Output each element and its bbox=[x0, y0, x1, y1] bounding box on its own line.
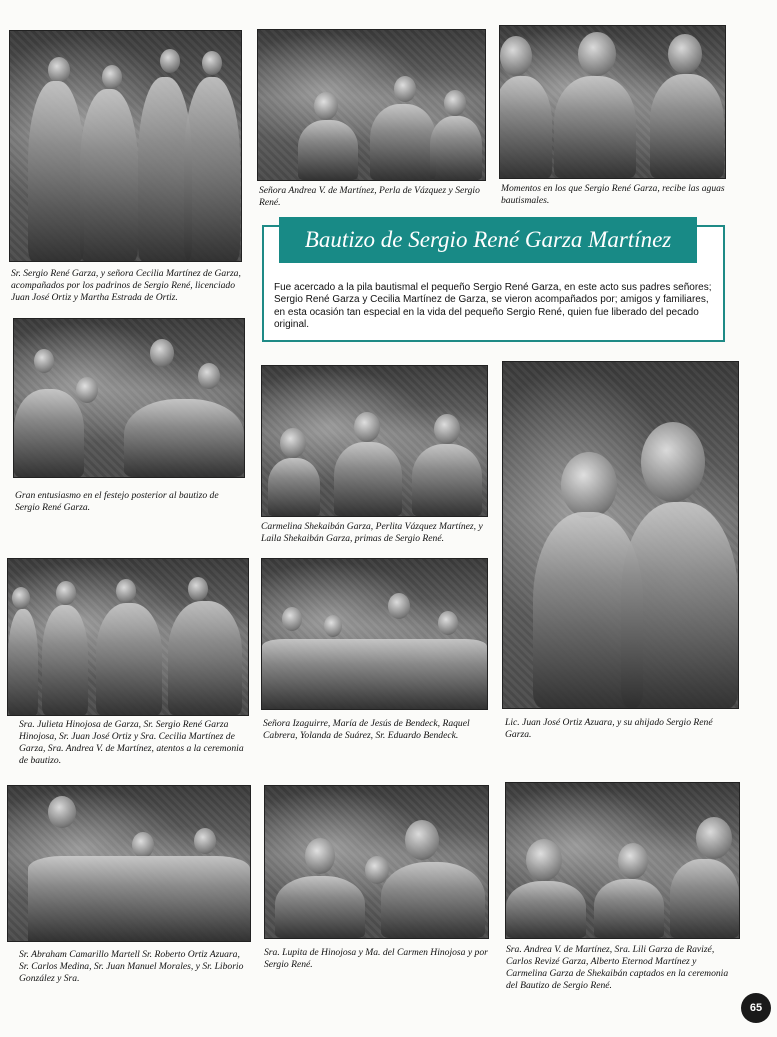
caption-cousins: Carmelina Shekaibán Garza, Perlita Vázquez Martínez, y Laila Shekaibán Garza, primas de Sergio René. bbox=[261, 521, 483, 544]
article-title: Bautizo de Sergio René Garza Martínez bbox=[304, 227, 672, 252]
photo-table-guests bbox=[261, 558, 488, 710]
caption-family-group: Sr. Sergio René Garza, y señora Cecilia Martínez de Garza, acompañados por los padrinos de Sergio René, licenciado Juan José Ortiz y Martha Estrada de Ortiz. bbox=[11, 268, 241, 303]
caption-baptism-water: Momentos en los que Sergio René Garza, recibe las aguas bautismales. bbox=[501, 183, 725, 206]
caption-ceremony-attendees: Sra. Julieta Hinojosa de Garza, Sr. Sergio René Garza Hinojosa, Sr. Juan José Ortiz y Sra. Cecilia Martínez de Garza, Sra. Andrea V. de Martínez, atentos a la ceremonia de bautizo. bbox=[19, 719, 244, 766]
caption-baptism-women: Señora Andrea V. de Martínez, Perla de Vázquez y Sergio René. bbox=[259, 185, 480, 208]
photo-family-group bbox=[9, 30, 242, 262]
caption-gentlemen: Sr. Abraham Camarillo Martell Sr. Roberto Ortiz Azuara, Sr. Carlos Medina, Sr. Juan Manuel Morales, y Sr. Liborio González y Sra. bbox=[19, 949, 244, 984]
photo-baptism-water bbox=[499, 25, 726, 179]
photo-ceremony-attendees bbox=[7, 558, 249, 716]
caption-table-guests: Señora Izaguirre, María de Jesús de Bendeck, Raquel Cabrera, Yolanda de Suárez, Sr. Eduardo Bendeck. bbox=[263, 718, 470, 741]
photo-party-crowd bbox=[13, 318, 245, 478]
caption-godfather: Lic. Juan José Ortiz Azuara, y su ahijado Sergio René Garza. bbox=[505, 717, 713, 740]
photo-hinojosa-ladies bbox=[264, 785, 489, 939]
article-title-band bbox=[279, 217, 697, 263]
caption-family-baby: Sra. Andrea V. de Martínez, Sra. Lili Garza de Ravizé, Carlos Revizé Garza, Alberto Eternod Martínez y Carmelina Garza de Shekaibán captados en la ceremonia del Bautizo de Sergio René. bbox=[506, 944, 729, 991]
photo-godfather bbox=[502, 361, 739, 709]
photo-baptism-women bbox=[257, 29, 486, 181]
article-intro: Fue acercado a la pila bautismal el pequeño Sergio René Garza, en este acto sus padres señores; Sergio René Garza y Cecilia Martínez de Garza, se vieron acompañados por; amigos y familiares, en esta ocasión tan especial en la vida del pequeño Sergio René, quien fue liberado del pecado original. bbox=[274, 282, 712, 331]
caption-party-crowd: Gran entusiasmo en el festejo posterior al bautizo de Sergio René Garza. bbox=[15, 490, 219, 513]
photo-gentlemen bbox=[7, 785, 251, 942]
photo-family-baby bbox=[505, 782, 740, 939]
photo-cousins bbox=[261, 365, 488, 517]
page-number: 65 bbox=[749, 1002, 763, 1014]
page-number-badge bbox=[741, 993, 771, 1023]
caption-hinojosa-ladies: Sra. Lupita de Hinojosa y Ma. del Carmen Hinojosa y por Sergio René. bbox=[264, 947, 488, 970]
